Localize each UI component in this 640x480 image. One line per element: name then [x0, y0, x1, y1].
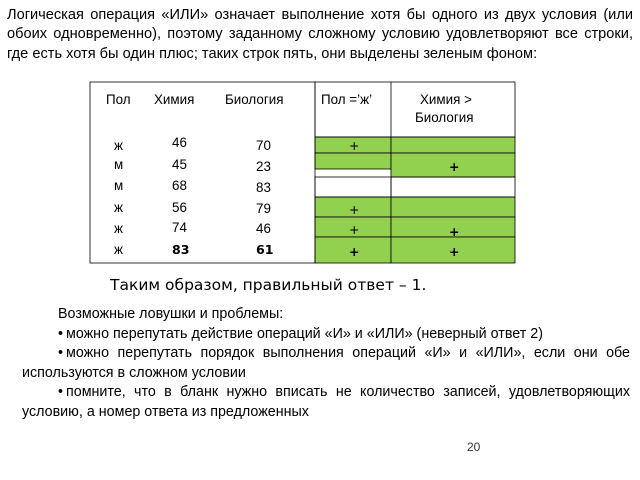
cell-biology: 61	[256, 242, 274, 257]
cell-chemistry: 74	[172, 220, 187, 235]
conclusion-text: Таким образом, правильный ответ – 1.	[110, 276, 427, 294]
bullet-icon: •	[58, 384, 64, 401]
bullet-icon: •	[58, 325, 64, 342]
cell-chemistry: 46	[172, 135, 187, 150]
cell-chemistry: 45	[172, 157, 187, 172]
cell-biology: 46	[256, 221, 271, 236]
cell-plus: +	[349, 138, 360, 153]
highlight-cell-r4-c2	[391, 197, 515, 217]
highlight-cell-r2-c1	[315, 153, 391, 169]
cell-chemistry: 56	[172, 200, 187, 215]
cell-sex: м	[114, 157, 124, 172]
cell-chemistry: 68	[172, 178, 187, 193]
cell-biology: 23	[256, 159, 271, 174]
pitfall-item: • можно перепутать порядок выполнения операций «И» и «ИЛИ», если они обе используются в сложном условии	[22, 345, 630, 381]
cell-sex: м	[114, 178, 124, 193]
header-condition-compare: Химия >	[420, 92, 472, 107]
table-border-left	[90, 82, 315, 263]
header-biology: Биология	[225, 92, 284, 107]
cell-sex: ж	[114, 200, 123, 215]
bullet-icon: •	[58, 345, 64, 362]
cell-plus: +	[349, 202, 360, 217]
pitfall-item: • можно перепутать действие операций «И» и «ИЛИ» (неверный ответ 2)	[22, 325, 630, 345]
pitfalls-heading: Возможные ловушки и проблемы:	[58, 306, 284, 322]
pitfall-item: • помните, что в бланк нужно вписать не количество записей, удовлетворяющих условию, а номер ответа из предложенных	[22, 384, 630, 420]
cell-biology: 79	[256, 201, 271, 216]
cell-plus: +	[349, 222, 360, 237]
cell-plus: +	[449, 244, 460, 259]
table-empty-cell-r3-c2	[391, 177, 515, 197]
cell-biology: 70	[256, 138, 271, 153]
table-empty-cell-r3-c1	[315, 177, 391, 197]
cell-sex: ж	[114, 242, 123, 257]
pitfalls-block	[22, 305, 630, 423]
header-chemistry: Химия	[154, 92, 195, 107]
cell-plus: +	[449, 159, 460, 174]
header-sex: Пол	[106, 92, 131, 107]
cell-plus: +	[349, 244, 360, 259]
cell-biology: 83	[256, 180, 271, 195]
header-condition-sex: Пол =’ж’	[321, 92, 373, 107]
header-condition-compare-line2: Биология	[415, 110, 474, 125]
cell-plus: +	[449, 224, 460, 239]
cell-sex: ж	[114, 138, 123, 153]
highlight-cell-r1-c2	[391, 137, 515, 153]
page-number: 20	[467, 440, 481, 454]
cell-sex: ж	[114, 221, 123, 236]
cell-chemistry: 83	[172, 242, 190, 257]
intro-paragraph: Логическая операция «ИЛИ» означает выполнение хотя бы одного из двух условия (или обоих одновременно), поэтому заданному сложному условию удовлетворяют все строки, где есть хотя бы один плюс; таких строк пять, они выделены зеленым фоном:	[7, 7, 633, 62]
